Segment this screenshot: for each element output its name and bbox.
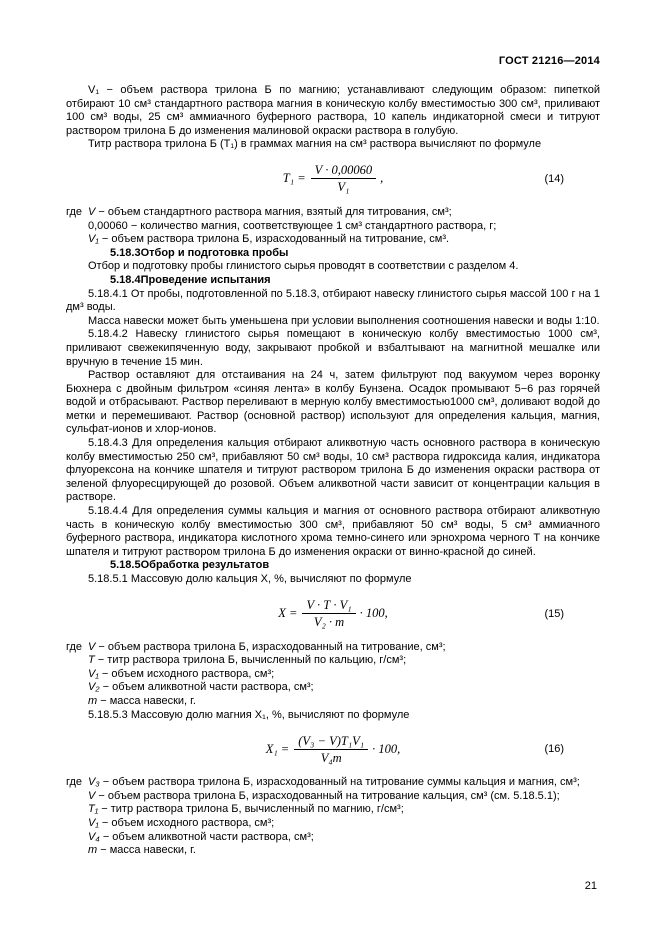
heading-number: 5.18.5 <box>110 559 141 572</box>
where-definition: − титр раствора трилона Б, вычисленный по кальцию, г/см³; <box>97 654 407 667</box>
formula-15-tail: · 100, <box>359 606 388 621</box>
paragraph-settling: Раствор оставляют для отстаивания на 24 ч, затем фильтруют под вакуумом через воронку Бюхнера с двойным фильтром «синяя лента» в колбу Бунзена. Осадок промывают 5−6 раз горячей водой и отбрасывают. Раствор переливают в мерную колбу вместимостью1000 см³, доливают водой до метки и перемешивают. Раствор (основной раствор) используют для определения кальция, магния, сульфат-ионов и хлор-ионов. <box>66 369 600 436</box>
section-heading-5-18-3 <box>66 247 600 261</box>
heading-number: 5.18.4 <box>110 273 141 286</box>
paragraph-mass: Масса навески может быть уменьшена при условии выполнения соотношения навески и воды 1:10. <box>88 314 600 327</box>
where-item <box>66 790 600 804</box>
formula-14-numerator: V · 0,00060 <box>311 163 376 179</box>
formula-16-numerator: (V₃ − V)Т₁V₁ <box>294 734 368 750</box>
heading-title: Проведение испытания <box>140 273 271 286</box>
section-heading-5-18-4 <box>66 274 600 288</box>
where-prefix: где <box>66 205 83 218</box>
content-area <box>66 55 600 858</box>
heading-number: 5.18.3 <box>110 246 141 259</box>
where-definition: − масса навески, г. <box>100 694 196 707</box>
paragraph-v1-definition: V₁ − объем раствора трилона Б по магнию; устанавливают следующим образом: пипеткой отбирают 10 см³ стандартного раствора магния в коническую колбу вместимостью 300 см³, приливают 100 см³ воды, 25 см³ аммиачного буферного раствора, 10 капель индикаторной смеси и титруют раствором трилона Б до изменения малиновой окраски раствора в голубую. <box>66 84 600 137</box>
heading-title: Отбор и подготовка пробы <box>140 246 289 259</box>
formula-16-lhs: X₁ = <box>265 741 290 756</box>
where-term: Т <box>88 654 95 667</box>
where-definition: − объем раствора трилона Б, израсходованный на титрование кальция, см³ (см. 5.18.5.1); <box>98 789 560 802</box>
where-term: V₄ <box>88 830 100 843</box>
where-item <box>66 206 600 220</box>
paragraph-sampling: Отбор и подготовку пробы глинистого сырья проводят в соответствии с разделом 4. <box>88 260 519 273</box>
formula-16-expression <box>266 734 401 765</box>
paragraph-titr: Титр раствора трилона Б (Т₁) в граммах магния на см³ раствора вычисляют по формуле <box>88 138 542 151</box>
paragraph-5-18-4-1: 5.18.4.1 От пробы, подготовленной по 5.18.3, отбирают навеску глинистого сырья массой 100 г на 1 дм³ воды. <box>66 287 600 314</box>
formula-14-lhs: Т₁ = <box>282 171 306 186</box>
where-item <box>66 681 600 695</box>
where-definition: − масса навески, г. <box>100 844 196 857</box>
heading-title: Обработка результатов <box>140 559 270 572</box>
where-item <box>66 776 600 790</box>
formula-15-fraction <box>302 598 355 629</box>
where-item <box>66 668 600 682</box>
formula-16-tail: · 100, <box>372 741 401 756</box>
where-term: V <box>88 789 96 802</box>
formula-16-number: (16) <box>544 743 564 756</box>
where-term: V₂ <box>88 681 100 694</box>
formula-15-numerator: V · Т · V₁ <box>302 598 355 614</box>
paragraph-calc-magnesium: 5.18.5.3 Массовую долю магния X₁, %, вычисляют по формуле <box>88 708 410 721</box>
formula-14 <box>66 161 600 197</box>
where-term: V <box>88 640 96 653</box>
where-item <box>66 654 600 668</box>
where-definition: − объем аликвотной части раствора, см³; <box>102 681 314 694</box>
formula-14-fraction <box>311 163 376 194</box>
formula-16-denominator: V₄m <box>320 750 342 765</box>
where-term: m <box>88 694 98 707</box>
where-item <box>66 844 600 858</box>
where-definition: − количество магния, соответствующее 1 см³ стандартного раствора, г; <box>130 219 497 232</box>
formula-15-lhs: X = <box>278 606 298 621</box>
paragraph-5-18-4-4: 5.18.4.4 Для определения суммы кальция и магния от основного раствора отбирают аликвотную часть в коническую колбу вместимостью 300 см³, прибавляют 50 см³ воды, 5 см³ аммиачного буферного раствора, индикатора кислотного хрома темно-синего или эрнохрома черного Т на кончике шпателя и титруют раствором трилона Б до изменения окраски от винно-красной до синей. <box>66 505 600 558</box>
where-item <box>66 831 600 845</box>
where-definition: − объем исходного раствора, см³; <box>101 667 275 680</box>
where-list-15 <box>66 641 600 709</box>
formula-14-expression <box>283 163 383 194</box>
where-item <box>66 220 600 234</box>
doc-number: ГОСТ 21216—2014 <box>498 55 600 67</box>
paragraph-calc-calcium: 5.18.5.1 Массовую долю кальция X, %, вычисляют по формуле <box>88 573 412 585</box>
where-definition: − объем исходного раствора, см³; <box>101 816 275 829</box>
where-definition: − объем стандартного раствора магния, взятый для титрования, см³; <box>98 205 452 218</box>
formula-15-number: (15) <box>544 607 564 620</box>
where-item <box>66 803 600 817</box>
formula-16 <box>66 731 600 767</box>
where-definition: − титр раствора трилона Б, вычисленный по магнию, г/см³; <box>101 803 404 816</box>
where-definition: − объем раствора трилона Б, израсходованный на титрование, см³; <box>98 640 446 653</box>
where-list-16 <box>66 776 600 858</box>
where-item <box>66 695 600 709</box>
section-heading-5-18-5 <box>66 559 600 573</box>
where-definition: − объем раствора трилона Б, израсходованный на титрование, см³. <box>101 233 450 246</box>
formula-14-denominator: V₁ <box>337 180 350 195</box>
where-prefix: где <box>66 640 83 653</box>
where-item <box>66 233 600 247</box>
where-item <box>66 641 600 655</box>
formula-15 <box>66 596 600 632</box>
formula-15-expression <box>278 598 387 629</box>
where-item <box>66 817 600 831</box>
where-term: V <box>88 205 96 218</box>
where-definition: − объем раствора трилона Б, израсходованный на титрование суммы кальция и магния, см³; <box>102 776 580 789</box>
formula-14-number: (14) <box>544 172 564 185</box>
where-prefix: где <box>66 776 83 789</box>
where-term: V₃ <box>88 776 100 789</box>
paragraph-5-18-4-3: 5.18.4.3 Для определения кальция отбирают аликвотную часть основного раствора в коническую колбу вместимостью 250 см³, прибавляют 50 см³ воды, 10 см³ раствора гидроксида калия, индикатора флуорексона на кончике шпателя и титруют раствором трилона Б до изменения окраски раствора от зеленой флуоресцирующей до розовой. Объем аликвотной части зависит от концентрации кальция в растворе. <box>66 437 600 504</box>
where-list-14 <box>66 206 600 247</box>
formula-16-fraction <box>294 734 368 765</box>
formula-14-tail: , <box>380 171 384 186</box>
where-term: V₁ <box>88 667 99 680</box>
where-term: V₁ <box>88 816 99 829</box>
where-term: V₁ <box>88 233 99 246</box>
where-definition: − объем аликвотной части раствора, см³; <box>102 830 314 843</box>
where-term: m <box>88 844 98 857</box>
page-number: 21 <box>584 880 597 892</box>
where-term: 0,00060 <box>88 219 128 232</box>
paragraph-5-18-4-2: 5.18.4.2 Навеску глинистого сырья помещают в коническую колбу вместимостью 1000 см³, приливают свежекипяченную воду, закрывают пробкой и взбалтывают на магнитной мешалке или вручную в течение 15 мин. <box>66 328 600 368</box>
formula-15-denominator: V₂ · m <box>313 615 345 630</box>
where-term: Т₁ <box>88 803 99 816</box>
